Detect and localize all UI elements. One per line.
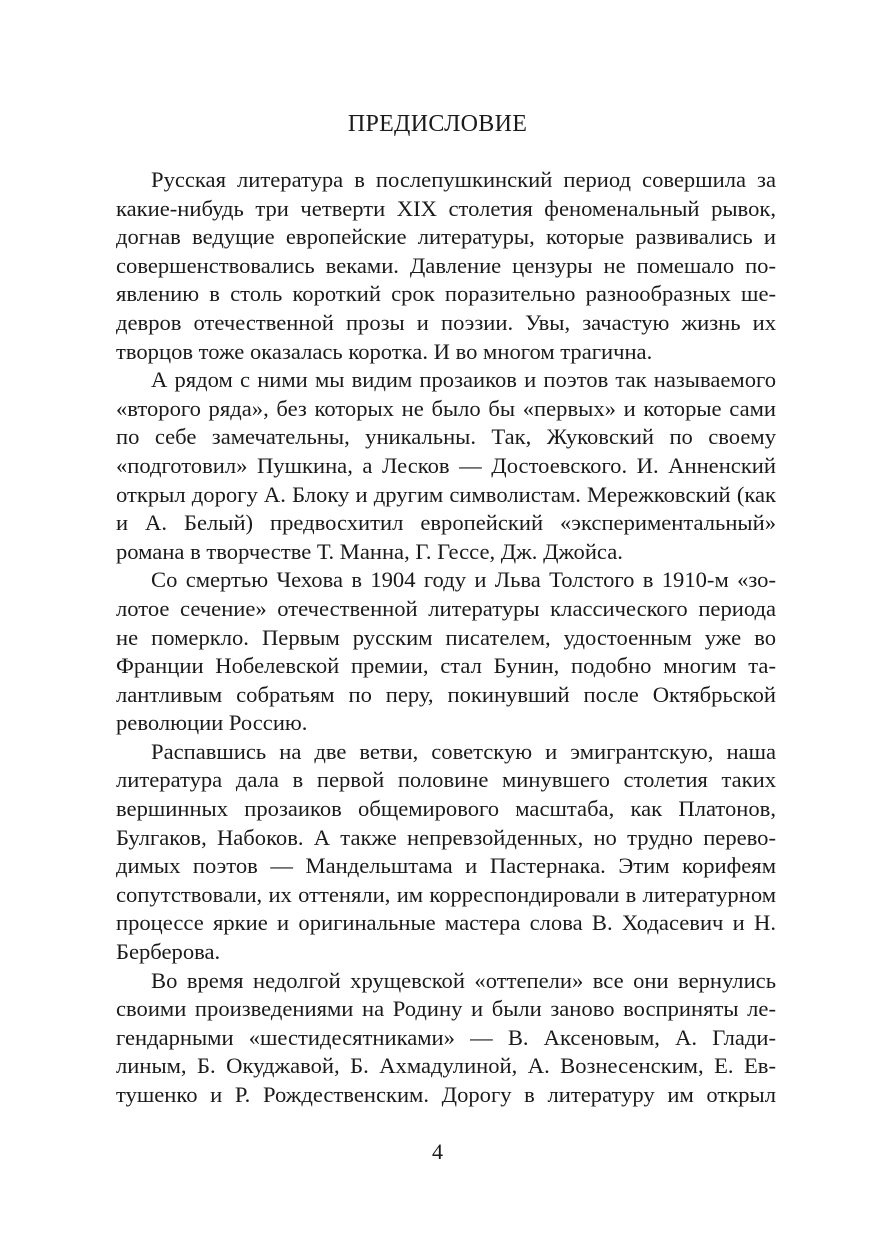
page-title: ПРЕДИСЛОВИЕ [347,111,528,137]
paragraph-1: Русская литература в послепушкинский период совершила за какие-нибудь три четверти XIX столетия феноменальный рывок, догнав ведущие европейские литературы, которые развивались и совершенствовались веками. Давление цензуры не помешало появлению в столь короткий срок поразительно разнообразных шедевров отечественной прозы и поэзии. Увы, зачастую жизнь их творцов тоже оказалась коротка. И во многом трагична. [116,167,776,364]
paragraph-2: А рядом с ними мы видим прозаиков и поэтов так называемого «второго ряда», без которых не было бы «первых» и которые сами по себе замечательны, уникальны. Так, Жуковский по своему «подготовил» Пушкина, а Лесков — Достоевского. И. Анненский открыл дорогу А. Блоку и другим символистам. Мережковский (как и А. Белый) предвосхитил европейский «экспериментальный» романа в творчестве Т. Манна, Г. Гессе, Дж. Джойса. [116,367,776,564]
paragraph-5: Во время недолгой хрущевской «оттепели» все они вернулись своими произведениями на Родину и были заново восприняты легендарными «шестидесятниками» — В. Аксеновым, А. Гладилиным, Б. Окуджавой, Б. Ахмадулиной, А. Вознесенским, Е. Евтушенко и Р. Рождественским. Дорогу в литературу им открыл [116,967,776,1107]
body-text [116,166,776,1110]
page-number: 4 [432,1139,443,1164]
paragraph-4: Распавшись на две ветви, советскую и эмигрантскую, наша литература дала в первой половине минувшего столетия таких вершинных прозаиков общемирового масштаба, как Платонов, Булгаков, Набоков. А также непревзойденных, но трудно переводимых поэтов — Мандельштама и Пастернака. Этим корифеям сопутствовали, их оттеняли, им корреспондировали в литературном процессе яркие и оригинальные мастера слова В. Ходасевич и Н. Берберова. [116,738,776,965]
paragraph-3: Со смертью Чехова в 1904 году и Льва Толстого в 1910-м «золотое сечение» отечественной литературы классического периода не померкло. Первым русским писателем, удостоенным уже во Франции Нобелевской премии, стал Бунин, подобно многим талантливым собратьям по перу, покинувший после Октябрьской революции Россию. [116,567,776,736]
